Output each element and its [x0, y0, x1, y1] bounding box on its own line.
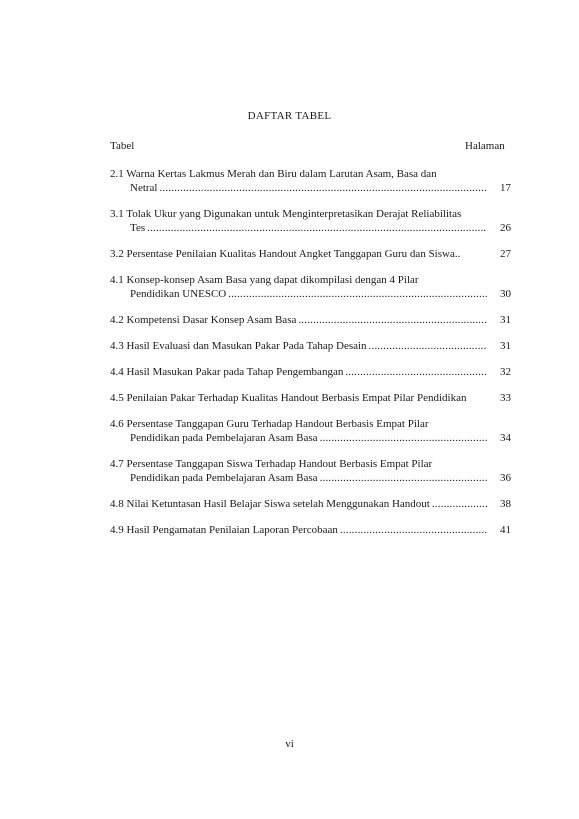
table-of-tables-list: [110, 167, 511, 549]
dot-leader: [228, 287, 487, 301]
dot-leader: [432, 497, 487, 511]
dot-leader: [298, 313, 487, 327]
toc-entry-last-line: [110, 339, 511, 353]
toc-entry-page: 41: [500, 524, 511, 536]
toc-entry-page: 36: [500, 472, 511, 484]
toc-entry-page: 26: [500, 222, 511, 234]
toc-entry-title-line: 4.1 Konsep-konsep Asam Basa yang dapat dikompilasi dengan 4 Pilar: [110, 274, 419, 286]
toc-entry-title: 4.2 Kompetensi Dasar Konsep Asam Basa: [110, 314, 297, 326]
toc-entry: [110, 207, 511, 235]
toc-entry-title: Netral: [130, 182, 158, 194]
toc-entry: [110, 391, 511, 405]
dot-leader: [147, 221, 487, 235]
toc-entry-page: 27: [500, 248, 511, 260]
toc-entry: [110, 365, 511, 379]
toc-entry-last-line: [110, 287, 511, 301]
dot-leader: [159, 181, 487, 195]
toc-entry: [110, 167, 511, 195]
toc-entry: [110, 273, 511, 301]
toc-entry-last-line: [110, 365, 511, 379]
dot-leader: [320, 431, 487, 445]
toc-entry-title: 3.2 Persentase Penilaian Kualitas Handout Angket Tanggapan Guru dan Siswa..: [110, 248, 461, 260]
toc-entry-title: 4.9 Hasil Pengamatan Penilaian Laporan Percobaan: [110, 524, 338, 536]
toc-entry-page: 38: [500, 498, 511, 510]
dot-leader: [320, 471, 487, 485]
toc-entry-title: Pendidikan pada Pembelajaran Asam Basa: [130, 472, 318, 484]
toc-entry-last-line: [110, 221, 511, 235]
toc-entry: [110, 339, 511, 353]
toc-entry-title: 4.8 Nilai Ketuntasan Hasil Belajar Siswa setelah Menggunakan Handout: [110, 498, 430, 510]
toc-entry-page: 33: [500, 392, 511, 404]
toc-entry: [110, 457, 511, 485]
toc-entry-title-line: 4.6 Persentase Tanggapan Guru Terhadap Handout Berbasis Empat Pilar: [110, 418, 429, 430]
toc-entry-title: Tes: [130, 222, 146, 234]
page-number: vi: [285, 738, 294, 750]
toc-entry: [110, 497, 511, 511]
toc-entry-title-line: 3.1 Tolak Ukur yang Digunakan untuk Menginterpretasikan Derajat Reliabilitas: [110, 208, 462, 220]
toc-entry-title-line: 2.1 Warna Kertas Lakmus Merah dan Biru dalam Larutan Asam, Basa dan: [110, 168, 437, 180]
toc-entry-last-line: [110, 247, 511, 261]
toc-entry-title: Pendidikan pada Pembelajaran Asam Basa: [130, 432, 318, 444]
toc-entry-title: 4.4 Hasil Masukan Pakar pada Tahap Pengembangan: [110, 366, 344, 378]
toc-entry-page: 31: [500, 314, 511, 326]
dot-leader: [369, 339, 487, 353]
toc-entry-title: 4.3 Hasil Evaluasi dan Masukan Pakar Pada Tahap Desain: [110, 340, 367, 352]
toc-entry-last-line: [110, 313, 511, 327]
toc-entry-page: 30: [500, 288, 511, 300]
toc-entry: [110, 247, 511, 261]
column-header-table: Tabel: [110, 140, 135, 152]
toc-entry-title-line: 4.7 Persentase Tanggapan Siswa Terhadap Handout Berbasis Empat Pilar: [110, 458, 433, 470]
toc-entry-last-line: [110, 471, 511, 485]
column-header-page: Halaman: [465, 140, 505, 152]
toc-entry-page: 17: [500, 182, 511, 194]
dot-leader: [345, 365, 487, 379]
toc-entry-last-line: [110, 391, 511, 405]
toc-entry-last-line: [110, 431, 511, 445]
toc-entry-page: 34: [500, 432, 511, 444]
dot-leader: [340, 523, 487, 537]
toc-entry-last-line: [110, 181, 511, 195]
page-title: DAFTAR TABEL: [247, 110, 332, 122]
toc-entry-last-line: [110, 497, 511, 511]
toc-entry: [110, 417, 511, 445]
toc-entry-last-line: [110, 523, 511, 537]
toc-entry-page: 32: [500, 366, 511, 378]
toc-entry-page: 31: [500, 340, 511, 352]
toc-entry: [110, 313, 511, 327]
toc-entry-title: 4.5 Penilaian Pakar Terhadap Kualitas Handout Berbasis Empat Pilar Pendidikan: [110, 392, 467, 404]
toc-entry-title: Pendidikan UNESCO: [130, 288, 227, 300]
toc-entry: [110, 523, 511, 537]
